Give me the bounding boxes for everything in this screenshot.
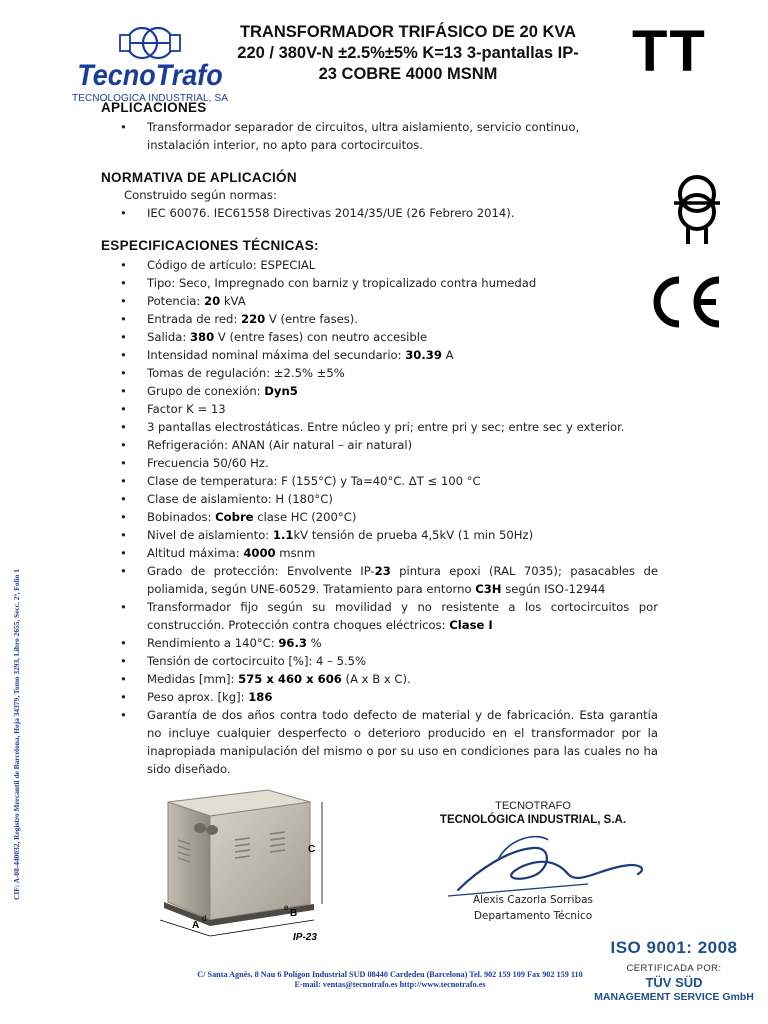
spec-value-bold: Dyn5 [264, 384, 298, 398]
spec-text: Medidas [mm]: [147, 672, 239, 686]
list-item [120, 526, 660, 544]
list-item [120, 652, 658, 670]
spec-text: % [306, 636, 322, 650]
spec-value-bold: 186 [248, 690, 273, 704]
normativa-intro: Construido según normas: [124, 188, 277, 202]
list-item: • Transformador separador de circuitos, ultra aislamiento, servicio continuo, instalación interior, no apto para cortocircuitos. [120, 118, 630, 154]
list-item [120, 562, 658, 598]
spec-value-bold: Cobre [215, 510, 254, 524]
signature-block [408, 800, 658, 922]
spec-text: Peso aprox. [kg]: [147, 690, 249, 704]
spec-text: Altitud máxima: [147, 546, 244, 560]
dimension-label-d: d [202, 914, 207, 923]
signature-company-line-1: TECNOTRAFO [495, 800, 571, 812]
list-item [120, 688, 658, 706]
spec-value-bold: 30.39 [405, 348, 442, 362]
title-line-1: TRANSFORMADOR TRIFÁSICO DE 20 KVA [239, 23, 577, 41]
spec-text: Clase de aislamiento: H (180°C) [147, 492, 333, 506]
spec-text: Tipo: Seco, Impregnado con barniz y tropicalizado contra humedad [147, 276, 537, 290]
spec-text: Clase de temperatura: F (155°C) y Ta=40°C. ΔT ≤ 100 °C [147, 474, 481, 488]
list-item [120, 274, 660, 292]
spec-value-bold: 220 [241, 312, 266, 326]
figure-caption: IP-23 [293, 932, 317, 943]
normativa-list [120, 204, 660, 222]
title-line-2: 220 / 380V-N ±2.5%±5% K=13 3-pantallas IP- [237, 44, 579, 62]
list-item [120, 454, 660, 472]
section-heading-especificaciones: ESPECIFICACIONES TÉCNICAS: [101, 238, 319, 253]
list-item [120, 490, 660, 508]
transformer-enclosure-illustration [150, 780, 340, 950]
list-item [120, 544, 660, 562]
spec-value-bold: 96.3 [278, 636, 307, 650]
dimension-label-e: e [284, 903, 289, 912]
spec-value-bold: 4000 [243, 546, 276, 560]
especificaciones-list [120, 256, 660, 562]
spec-value-bold: 23 [374, 564, 391, 578]
logo-rings-icon [70, 22, 230, 62]
spec-text: Tomas de regulación: ±2.5% ±5% [147, 366, 345, 380]
list-item [120, 706, 658, 778]
company-registry-note: CIF: A-08-440032, Registro Mercantil de Barcelona, Hoja 34379, Tomo 3293, Libro 2655, Secc. 2ª, Folio 1 [12, 569, 21, 900]
ce-mark-icon [644, 270, 726, 334]
list-item [120, 310, 660, 328]
spec-text: Salida: [147, 330, 190, 344]
list-item [120, 400, 660, 418]
spec-text: kV tensión de prueba 4,5kV (1 min 50Hz) [293, 528, 534, 542]
brand-subtitle: TECNOLOGICA INDUSTRIAL, SA [72, 93, 228, 104]
spec-text: kVA [220, 294, 246, 308]
list-item [120, 292, 660, 310]
list-item [120, 598, 658, 634]
spec-text: Rendimiento a 140°C: [147, 636, 279, 650]
spec-value-bold: Clase I [449, 618, 493, 632]
spec-text: Grupo de conexión: [147, 384, 265, 398]
spec-value-bold: C3H [475, 582, 502, 596]
list-item [120, 364, 660, 382]
product-code-mark: TT [632, 19, 707, 84]
spec-text: Frecuencia 50/60 Hz. [147, 456, 269, 470]
list-item [120, 634, 658, 652]
spec-text: 3 pantallas electrostáticas. Entre núcleo y pri; entre pri y sec; entre sec y exterior. [147, 420, 625, 434]
transformer-symbol-icon [672, 172, 722, 246]
especificaciones-list-continued [120, 562, 658, 778]
certifier-name: TÜV SÜD [645, 975, 703, 990]
spec-value-bold: 380 [189, 330, 215, 344]
spec-text: A [441, 348, 454, 362]
list-item [120, 418, 660, 436]
signature-company-line-2: TECNOLÓGICA INDUSTRIAL, S.A. [439, 814, 627, 826]
spec-text: (A x B x C). [341, 672, 411, 686]
list-item [120, 346, 660, 364]
spec-text: Bobinados: [147, 510, 216, 524]
spec-text: Transformador fijo según su movilidad y no resistente a los cortocircuitos por construcción. Protección contra choques eléctricos: [147, 600, 658, 632]
list-item [120, 382, 660, 400]
brand-wordmark: TecnoTrafo [77, 58, 223, 92]
list-item [120, 256, 660, 274]
spec-text: Garantía de dos años contra todo defecto de material y de fabricación. Esta garantía no incluye cualquier desperfecto o deterioro producido en el transformador por la inapropiada manipulación del mismo o por su uso en condiciones para las cuales no ha sido diseñado. [147, 708, 658, 776]
spec-value-bold: 575 x 460 x 606 [238, 672, 342, 686]
aplicaciones-list [120, 118, 630, 154]
list-item [120, 472, 660, 490]
signatory-name: Alexis Cazorla Sorribas [472, 894, 594, 906]
title-line-3: 23 COBRE 4000 MSNM [318, 65, 498, 83]
spec-text: Intensidad nominal máxima del secundario: [147, 348, 406, 362]
spec-text: Nivel de aislamiento: [147, 528, 273, 542]
spec-text: Código de artículo: ESPECIAL [147, 258, 316, 272]
document-title [218, 22, 598, 85]
list-item: • IEC 60076. IEC61558 Directivas 2014/35/UE (26 Febrero 2014). [120, 204, 660, 222]
spec-text: Factor K = 13 [147, 402, 226, 416]
spec-text: Grado de protección: Envolvente IP- [147, 564, 375, 578]
spec-text: Entrada de red: [147, 312, 242, 326]
spec-text: pintura epoxi (RAL 7035); pasacables de poliamida, según UNE-60529. Tratamiento para entorno [147, 564, 658, 596]
list-item [120, 328, 660, 346]
dimension-label-a: A [192, 920, 200, 931]
spec-text: según ISO-12944 [501, 582, 606, 596]
handwritten-signature [438, 830, 658, 900]
spec-text: Tensión de cortocircuito [%]: 4 – 5.5% [147, 654, 367, 668]
section-heading-normativa: NORMATIVA DE APLICACIÓN [101, 170, 297, 185]
spec-text: Potencia: [147, 294, 204, 308]
certifier-subtitle: MANAGEMENT SERVICE GmbH [594, 991, 754, 1003]
spec-value-bold: 20 [204, 294, 221, 308]
iso-certification [584, 938, 764, 1003]
spec-text: Refrigeración: ANAN (Air natural – air natural) [147, 438, 413, 452]
spec-text: V (entre fases). [265, 312, 359, 326]
signatory-department: Departamento Técnico [473, 910, 593, 922]
footer-address-line: C/ Santa Agnès, 8 Nau 6 Polígon Industrial SUD 08440 Cardedeu (Barcelona) Tel. 902 159 109 Fax 902 159 110 [197, 970, 583, 979]
spec-text: msnm [275, 546, 316, 560]
list-item [120, 508, 660, 526]
iso-standard: ISO 9001: 2008 [610, 938, 738, 957]
list-item [120, 670, 658, 688]
spec-value-bold: 1.1 [272, 528, 294, 542]
certified-by-label: CERTIFICADA POR: [626, 963, 722, 974]
dimension-label-b: B [290, 908, 298, 919]
footer-contact-line: E-mail: ventas@tecnotrafo.es http://www.tecnotrafo.es [294, 980, 486, 989]
company-logo [70, 22, 230, 102]
list-item [120, 436, 660, 454]
dimension-label-c: C [308, 844, 316, 855]
spec-text: clase HC (200°C) [253, 510, 357, 524]
footer-address [180, 970, 600, 990]
section-heading-aplicaciones: APLICACIONES [101, 100, 207, 115]
spec-text: V (entre fases) con neutro accesible [214, 330, 428, 344]
